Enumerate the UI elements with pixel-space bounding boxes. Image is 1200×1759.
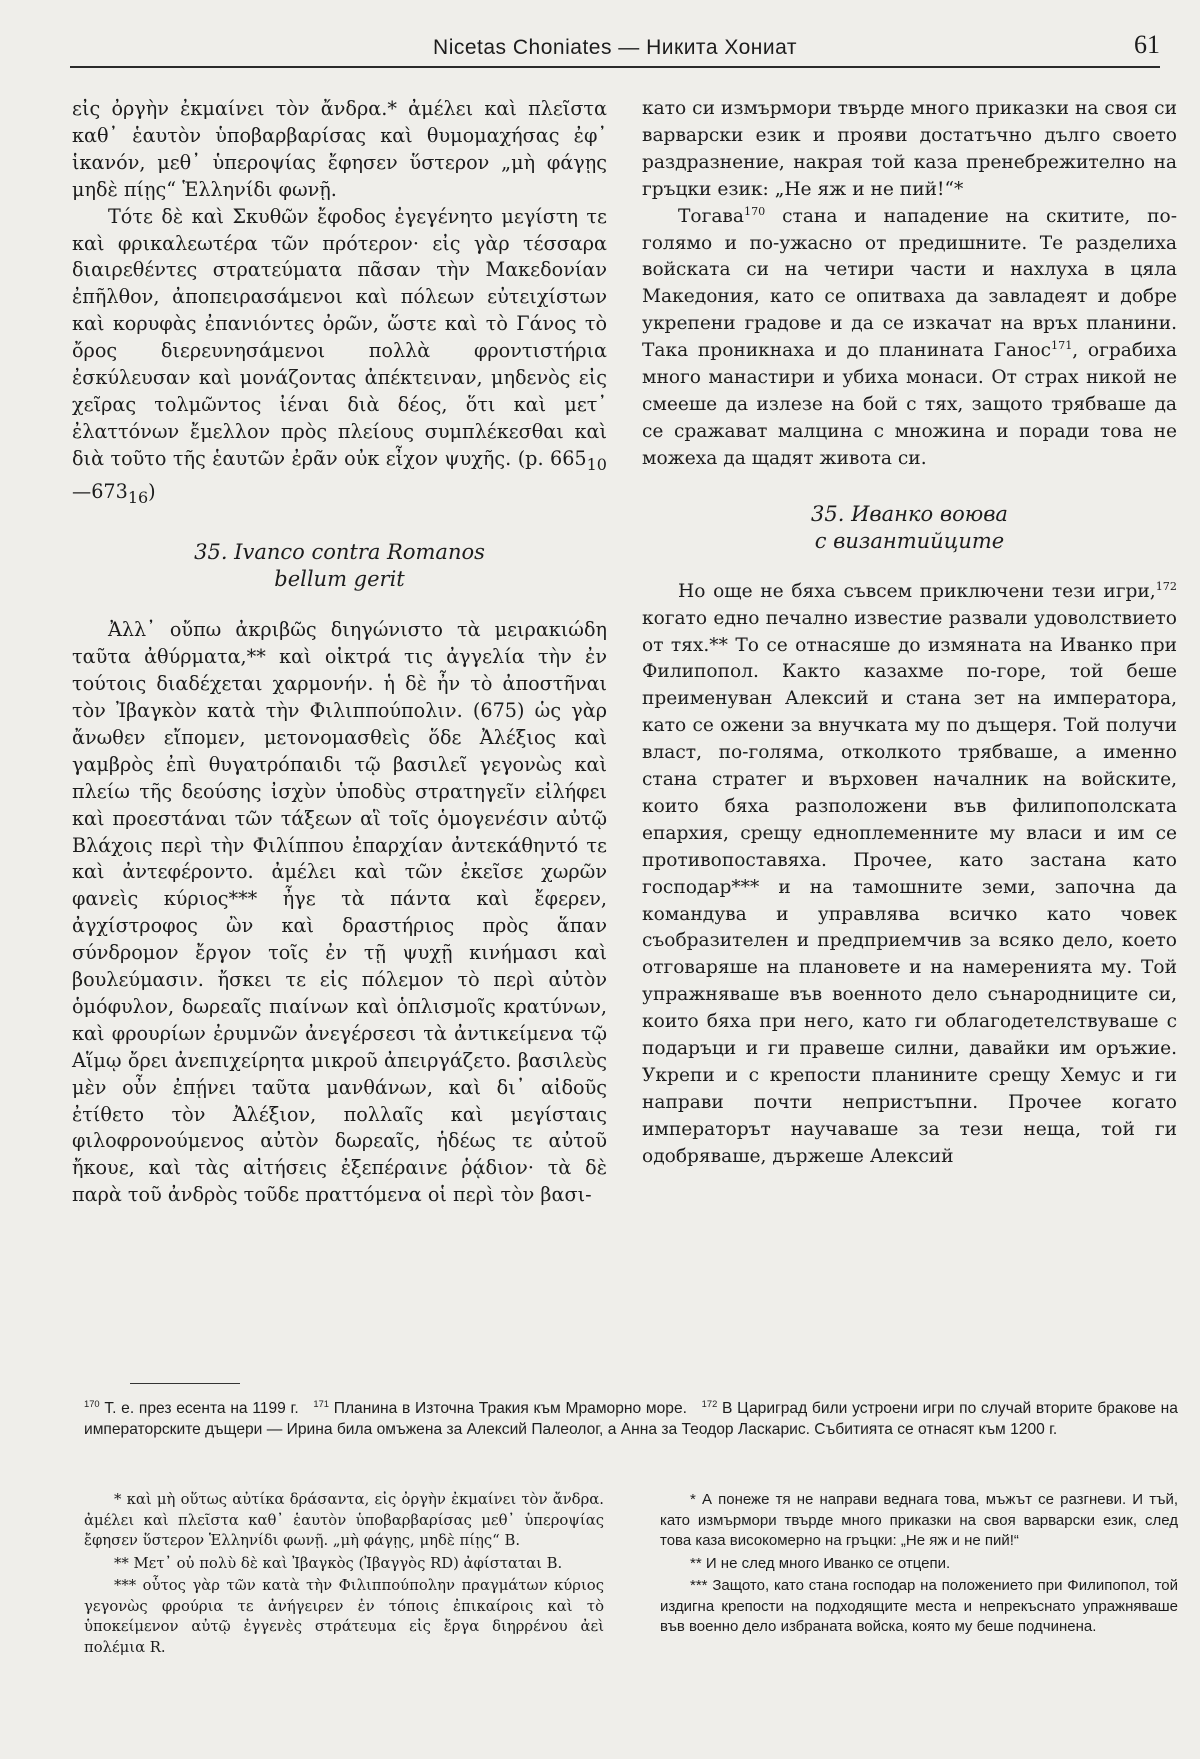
page-reference-start: (p. 665 <box>517 446 587 470</box>
bulgarian-heading-line-2: с византийците <box>814 528 1005 553</box>
greek-paragraph-3: Ἀλλ᾽ οὔπω ἀκριβῶς διηγώνιστο τὰ μειρακιώδη ταῦτα ἀθύρματα,** καὶ οἰκτρά τις ἀγγελία τὴν ἐν τούτοις διαδέχεται χαρμονήν. ἡ δὲ ἦν τὸ ἀποστῆναι τὸν Ἰβαγκὸν κατὰ τὴν Φιλιππούπολιν. (675) ὡς γὰρ ἄνωθεν εἴπομεν, μετονομασθεὶς ὅδε Ἀλέξιος καὶ γαμβρὸς ἐπὶ θυγατρόπαιδι τῷ βασιλεῖ γεγονὼς καὶ πλείω τῆς δεούσης ἰσχὺν ὑποδὺς στρατηγεῖν εἰλήφει καὶ προεστάναι τῶν τάξεων αἳ τοῖς ὁμογενέσιν αὐτῷ Βλάχοις περὶ τὴν Φιλίππου ἐπαρχίαν ἀντεκάθηντό τε καὶ ἀντεφέροντο. ἀμέλει καὶ τῶν ἐκεῖσε χωρῶν φανεὶς κύριος*** ἦγε τὰ πάντα καὶ ἔφερεν, ἀγχίστροφος ὢν καὶ δραστήριος πρὸς ἅπαν σύνδρομον ἔργον τοῖς ἐν τῇ ψυχῇ κινήμασι καὶ βουλεύμασιν. ἤσκει τε εἰς πόλεμον τὸ περὶ αὐτὸν ὁμόφυλον, δωρεαῖς πιαίνων καὶ ὁπλισμοῖς κρατύνων, καὶ φρουρίων ἐρυμνῶν ἀνεγέρσεσι τὰ ἀντικείμενα τῷ Αἵμῳ ὄρει ἀνεπιχείρητα μικροῦ ἀπειργάζετο. βασιλεὺς μὲν οὖν ἐπῄνει ταῦτα μανθάνων, καὶ δι᾽ αἰδοῦς ἐτίθετο τὸν Ἀλέξιον, πολλαῖς καὶ μεγίσταις φιλοφρονούμενος αὐτὸν δωρεαῖς, ἡδέως τε αὐτοῦ ἤκουε, καὶ τὰς αἰτήσεις ἐξεπέραινε ῥᾴδιον· τὰ δὲ παρὰ τοῦ ἀνδρὸς τοῦδε πραττόμενα οἱ περὶ τὸν βασι- <box>72 618 607 1207</box>
latin-section-heading <box>72 539 607 593</box>
greek-apparatus-note-3: *** οὗτος γὰρ τῶν κατὰ τὴν Φιλιππούπολην πραγμάτων κύριος γεγονὼς φρούρια τε ἀνήγειρεν ἐν τόποις ἐπικαίροις καὶ τὸ ὑποκείμενον αὐτῷ ἐγγενὲς στράτευμα εἰς ἔργα διηρρένου ἀεὶ πολέμια R. <box>84 1577 604 1656</box>
latin-heading-line-2: bellum gerit <box>274 567 405 592</box>
running-header <box>70 26 1160 68</box>
bulgarian-paragraph-2-start: Тогава <box>678 205 744 227</box>
bulgarian-apparatus-note-3: *** Защото, като стана господар на положението при Филипопол, той издигна крепости на подходящите места и непрекъснато упражняваше във военно дело избраната войска, която му беше подчинена. <box>660 1577 1178 1635</box>
greek-text-column <box>72 96 607 1209</box>
footnote-170-number: 170 <box>84 1398 100 1409</box>
footnote-170 <box>84 1400 299 1417</box>
page-reference-line-end: 16 <box>127 487 149 507</box>
footnote-171-text: Планина в Източна Тракия към Мраморно море. <box>333 1400 687 1417</box>
footnote-separator <box>130 1383 240 1384</box>
greek-apparatus-note-1: * καὶ μὴ οὕτως αὐτίκα δράσαντα, εἰς ὀργὴν ἐκμαίνει τὸν ἄνδρα. ἀμέλει καὶ πλεῖστα καθ᾽ ἑαυτὸν ὑποβαρβαρίσας μεθ᾽ ὑπεροψίας ἔφησεν ὕστερον Ἑλληνίδι φωνῇ. „μὴ φάγῃς, μηδὲ πίῃς“ B. <box>84 1491 604 1549</box>
latin-heading-line-1: 35. Ivanco contra Romanos <box>194 540 485 565</box>
bulgarian-apparatus <box>660 1490 1178 1640</box>
page-number: 61 <box>1134 30 1160 59</box>
bulgarian-apparatus-note-1: * А понеже тя не направи веднага това, мъжът се разгневи. И тъй, като измърмори твърде много приказки на своя варварски език, след това каза високомерно на гръцки: „Не яж и не пий!“ <box>660 1491 1178 1549</box>
greek-paragraph-2 <box>72 204 607 512</box>
running-title: Nicetas Choniates — Никита Хониат <box>433 36 797 59</box>
bulgarian-section-heading <box>642 501 1177 555</box>
page-reference-line-start: 10 <box>586 454 607 474</box>
greek-apparatus-note-2: ** Μετ᾽ οὐ πολὺ δὲ καὶ Ἰβαγκὸς (Ἰβαγγὸς RD) ἀφίσταται B. <box>114 1554 563 1572</box>
greek-apparatus <box>84 1490 604 1660</box>
bulgarian-paragraph-3-start: Но още не бяха съвсем приключени тези игри, <box>678 580 1156 602</box>
numbered-footnotes <box>84 1398 1178 1440</box>
bulgarian-heading-line-1: 35. Иванко воюва <box>811 501 1008 526</box>
bulgarian-paragraph-2-middle: стана и нападение на скитите, по-голямо и по-ужасно от предишните. Те разделиха войската си на четири части и нахлуха в цяла Македония, като се опитваха да завладеят и добре укрепени градове и да се изкачат на връх планини. Така проникнаха и до планината Ганос <box>642 205 1177 362</box>
greek-paragraph-2-text: Τότε δὲ καὶ Σκυθῶν ἔφοδος ἐγεγένητο μεγίστη τε καὶ φρικαλεωτέρα τῶν πρότερον· εἰς γὰρ τέσσαρα διαιρεθέντες στρατεύματα πᾶσαν τὴν Μακεδονίαν ἐπῆλθον, ἀποπειρασάμενοι καὶ πόλεων εὐτειχίστων καὶ κορυφὰς ἐπανιόντες ὀρῶν, ὥστε καὶ τὸ Γάνος τὸ ὄρος διερευνησάμενοι πολλὰ φροντιστήρια ἐσκύλευσαν καὶ μονάζοντας ἀπέκτειναν, μηδενὸς εἰς χεῖρας τολμῶντος ἰέναι διὰ δέος, ὅτι καὶ μετ᾽ ἐλαττόνων ἔμελλον πρὸς πλείους συμπλέκεσθαι καὶ διὰ τοῦτο τῆς ἑαυτῶν ἐρᾶν οὐκ εἶχον ψυχῆς. <box>72 204 607 470</box>
footnote-marker-170: 170 <box>743 204 766 218</box>
greek-paragraph-1: εἰς ὀργὴν ἐκμαίνει τὸν ἄνδρα.* ἀμέλει καὶ πλεῖστα καθ᾽ ἑαυτὸν ὑποβαρβαρίσας καὶ θυμομαχήσας ἐφ᾽ ἱκανόν, μεθ᾽ ὑπεροψίας ἔφησεν ὕστερον „μὴ φάγῃς μηδὲ πίῃς“ Ἑλληνίδι φωνῇ. <box>72 97 607 201</box>
footnote-marker-171: 171 <box>1051 338 1073 352</box>
bulgarian-paragraph-3-end: когато едно печално известие развали удоволствието от тях.** То се отнасяше до измяната на Иванко при Филипопол. Както казахме по-горе, той беше преименуван Алексий и стана зет на императора, като се ожени за внучката му по дъщеря. Той получи власт, по-голяма, отколкото трябваше, а именно стана стратег и върховен началник на войските, които бяха разположени във филипополската епархия, срещу едноплеменните му власи и им се противопоставяха. Прочее, като застана като господар*** и на тамошните земи, започна да командува и управлява всичко като човек съобразителен и предприемчив за всяко дело, което отговаряше на плановете и на намеренията му. Той упражняваше във военното дело сънародниците си, които бяха при него, като ги облагодетелствуваше с подаръци и ги правеше силни, давайки им оръжие. Укрепи и с крепости планините срещу Хемус и ги направи почти непристъпни. Прочее когато императорът научаваше за тези неща, той ги одобряваше, държеше Алексий <box>642 607 1177 1167</box>
bulgarian-paragraph-2-end: , ограбиха много манастири и убиха монаси. От страх никой не смееше да излезе на бой с тях, защото трябваше да се сражават малцина с множина и поради това не можеха да щадят живота си. <box>642 340 1177 469</box>
bulgarian-apparatus-note-2: ** И не след много Иванко се отцепи. <box>690 1554 951 1572</box>
page-reference-end: —673 <box>72 479 128 503</box>
page-reference-close: ) <box>148 479 156 503</box>
bulgarian-paragraph-2 <box>642 204 1177 473</box>
footnote-172-text: В Цариград били устроени игри по случай вторите бракове на императорските дъщери — Ирина била омъжена за Алексий Палеолог, а Анна за Теодор Ласкарис. Събитията се отнасят към 1200 г. <box>84 1400 1178 1438</box>
bulgarian-paragraph-3 <box>642 579 1177 1171</box>
footnote-171-number: 171 <box>313 1398 330 1409</box>
bulgarian-text-column <box>642 96 1177 1171</box>
footnote-172-number: 172 <box>701 1398 718 1409</box>
footnote-171 <box>313 1400 687 1417</box>
bulgarian-paragraph-1: като си измърмори твърде много приказки на своя си варварски език и прояви достатъчно дълго своето раздразнение, накрая той каза пренебрежително на гръцки език: „Не яж и не пий!“* <box>642 98 1177 200</box>
footnote-170-text: Т. е. през есента на 1199 г. <box>104 1400 299 1417</box>
footnote-marker-172: 172 <box>1155 579 1177 593</box>
